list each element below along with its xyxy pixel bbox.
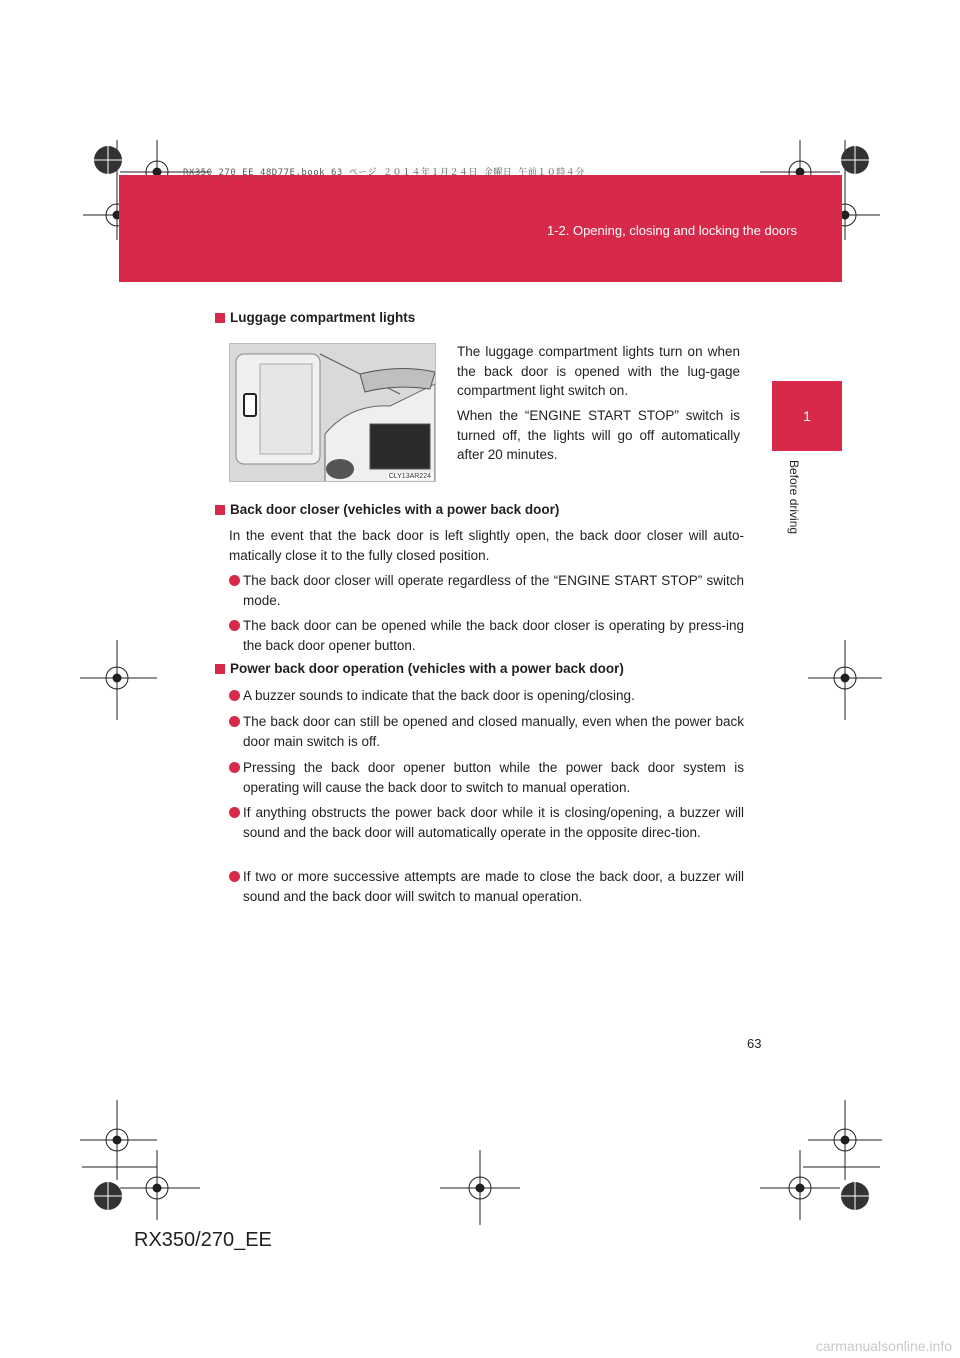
heading-luggage-lights: Luggage compartment lights <box>215 310 415 325</box>
section-title: 1-2. Opening, closing and locking the doors <box>546 223 797 238</box>
book-stamp: RX350_270_EE_48D77E.book 63 ページ ２０１４年１月２４日 金曜日 午前１０時４分 <box>183 168 585 178</box>
circle-bullet-icon <box>229 620 240 631</box>
list-item: If two or more successive attempts are made to close the back door, a buzzer will sound and the back door will switch to manual operation. <box>229 867 744 906</box>
page-number: 63 <box>747 1036 762 1051</box>
chapter-tab <box>772 381 842 451</box>
header-band <box>119 175 842 282</box>
circle-bullet-icon <box>229 690 240 701</box>
list-item: The back door can still be opened and closed manually, even when the power back door main switch is off. <box>229 712 744 751</box>
chapter-number: 1 <box>803 408 811 424</box>
model-code: RX350/270_EE <box>134 1229 272 1251</box>
closer-intro: In the event that the back door is left slightly open, the back door closer will auto-matically close it to the fully closed position. <box>229 528 744 563</box>
circle-bullet-icon <box>229 716 240 727</box>
list-item: If anything obstructs the power back door while it is closing/opening, a buzzer will sound and the back door will automatically operate in the opposite direc-tion. <box>229 803 744 842</box>
heading-back-door-closer: Back door closer (vehicles with a power back door) <box>215 502 559 517</box>
square-bullet-icon <box>215 313 225 323</box>
circle-bullet-icon <box>229 575 240 586</box>
circle-bullet-icon <box>229 871 240 882</box>
heading-power-back-door: Power back door operation (vehicles with a power back door) <box>215 661 624 676</box>
figure-code: CLY13AR224 <box>388 473 431 480</box>
square-bullet-icon <box>215 505 225 515</box>
circle-bullet-icon <box>229 762 240 773</box>
luggage-light-figure <box>229 343 436 482</box>
luggage-lights-para-1: The luggage compartment lights turn on when the back door is opened with the lug-gage compartment light switch on. <box>457 344 740 398</box>
list-item: A buzzer sounds to indicate that the back door is opening/closing. <box>229 686 744 706</box>
list-item: The back door closer will operate regardless of the “ENGINE START STOP” switch mode. <box>229 571 744 610</box>
site-watermark: carmanualsonline.info <box>815 1338 952 1354</box>
luggage-lights-para-2: When the “ENGINE START STOP” switch is turned off, the lights will go off automatically after 20 minutes. <box>457 408 740 462</box>
list-item: The back door can be opened while the back door closer is operating by press-ing the back door opener button. <box>229 616 744 655</box>
chapter-label: Before driving <box>787 460 801 535</box>
car-rear-illustration-icon <box>230 344 436 482</box>
square-bullet-icon <box>215 664 225 674</box>
circle-bullet-icon <box>229 807 240 818</box>
list-item: Pressing the back door opener button while the power back door system is operating will cause the back door to switch to manual operation. <box>229 758 744 797</box>
